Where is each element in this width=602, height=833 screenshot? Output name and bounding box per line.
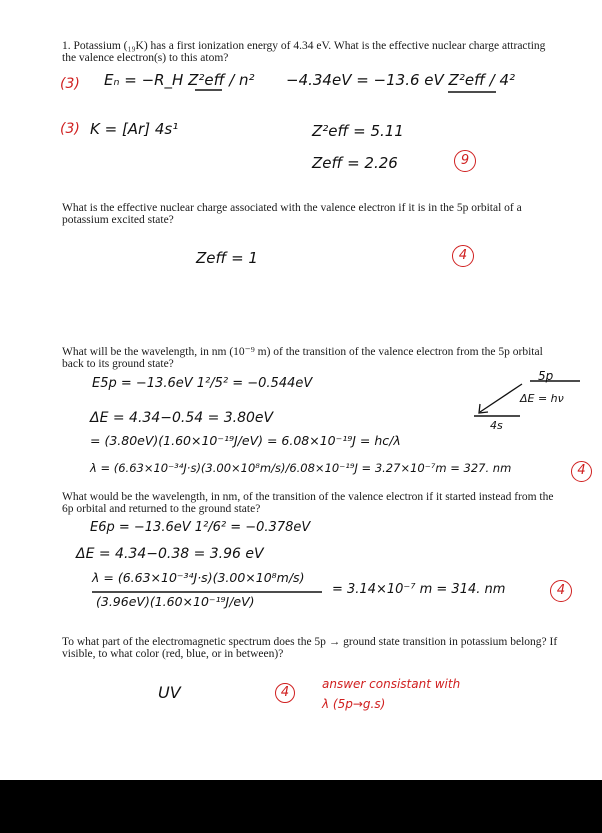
q1-zeff: Zeff = 2.26: [312, 154, 398, 172]
question-5-text: To what part of the electromagnetic spectrum does the 5p → ground state transition in potassium belong? If visible, to what color (red, blue, or in between)?: [62, 636, 558, 660]
q1-energy-equation: Eₙ = −R_H Z²eff / n²: [104, 71, 255, 89]
q1-score: 9: [454, 150, 476, 172]
scan-border: [0, 780, 602, 833]
q3-score: 4: [571, 461, 592, 482]
question-4-text: What would be the wavelength, in nm, of the transition of the valence electron if it started instead from the 6p orbital and returned to the ground state?: [62, 491, 554, 515]
q3-diagram-delta-e: ΔE = hν: [520, 392, 564, 405]
q3-diagram-transition-arrow: [480, 384, 522, 412]
q3-e5p: E5p = −13.6eV 1²/5² = −0.544eV: [92, 376, 313, 391]
question-2-text: What is the effective nuclear charge associated with the valence electron if it is in the 5p orbital of a potassium excited state?: [62, 202, 522, 226]
q4-lambda-numerator: λ = (6.63×10⁻³⁴J·s)(3.00×10⁸m/s): [92, 570, 305, 585]
q1-mark-b: (3): [60, 121, 80, 137]
q4-lambda-denominator: (3.96eV)(1.60×10⁻¹⁹J/eV): [96, 594, 255, 609]
q4-e6p: E6p = −13.6eV 1²/6² = −0.378eV: [90, 520, 311, 535]
q3-diagram-4s: 4s: [490, 419, 503, 432]
q1-substitution: −4.34eV = −13.6 eV Z²eff / 4²: [286, 71, 516, 89]
q5-comment-line-1: answer consistant with: [322, 677, 461, 691]
question-3-text: What will be the wavelength, in nm (10⁻⁹ m) of the transition of the valence electron from the 5p orbital back to its ground state?: [62, 346, 543, 370]
q1-mark-a: (3): [60, 76, 80, 92]
q1-electron-config: K = [Ar] 4s¹: [90, 120, 179, 138]
question-1-text: 1. Potassium (₁₉K) has a first ionization energy of 4.34 eV. What is the effective nuclear charge attracting the valence electron(s) to this atom?: [62, 40, 546, 64]
q3-wavelength: λ = (6.63×10⁻³⁴J·s)(3.00×10⁸m/s)/6.08×10⁻¹⁹J = 3.27×10⁻⁷m = 327. nm: [90, 461, 512, 475]
q5-score: 4: [275, 683, 295, 703]
q4-delta-e: ΔE = 4.34−0.38 = 3.96 eV: [76, 546, 264, 562]
q2-score: 4: [452, 245, 474, 267]
q2-answer: Zeff = 1: [196, 249, 258, 267]
q5-answer: UV: [158, 683, 181, 702]
q3-joules: = (3.80eV)(1.60×10⁻¹⁹J/eV) = 6.08×10⁻¹⁹J = hc/λ: [90, 433, 401, 448]
q4-lambda-result: = 3.14×10⁻⁷ m = 314. nm: [332, 582, 506, 597]
q3-diagram-5p: 5p: [538, 369, 554, 383]
q4-score: 4: [550, 580, 572, 602]
q1-zeff-squared: Z²eff = 5.11: [312, 122, 404, 140]
q3-delta-e: ΔE = 4.34−0.54 = 3.80eV: [90, 410, 274, 426]
q5-comment-line-2: λ (5p→g.s): [322, 697, 386, 711]
